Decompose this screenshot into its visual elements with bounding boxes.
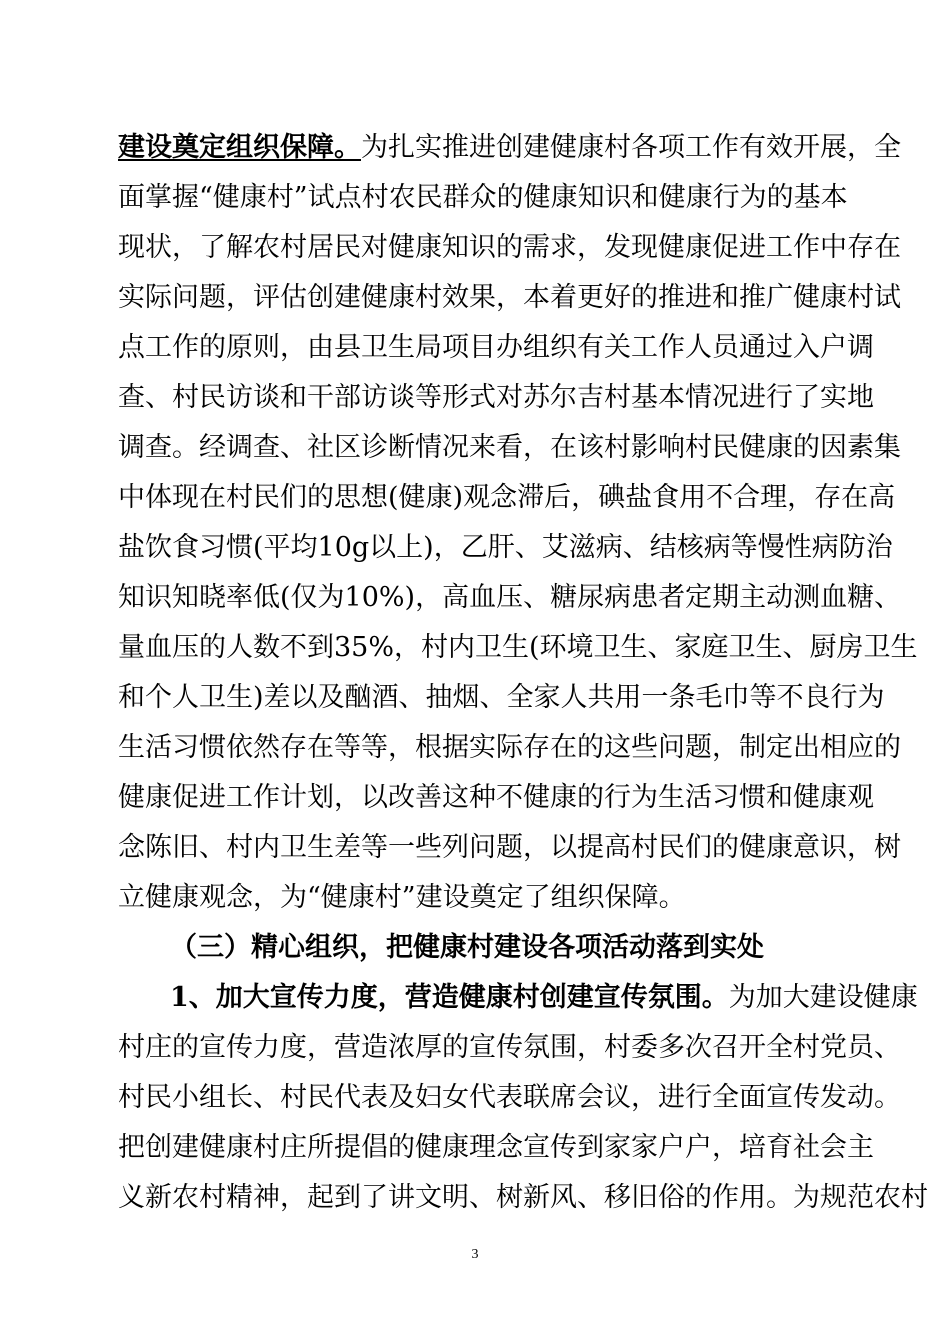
- paragraph-1-line-11: 量血压的人数不到35%，村内卫生(环境卫生、家庭卫生、厨房卫生: [118, 632, 918, 663]
- page-number: 3: [471, 1247, 479, 1262]
- paragraph-1-line-4: 实际问题，评估创建健康村效果，本着更好的推进和推广健康村试: [118, 282, 901, 313]
- paragraph-1-line-15: 念陈旧、村内卫生差等一些列问题，以提高村民们的健康意识，树: [118, 832, 901, 863]
- section-heading: （三）精心组织，把健康村建设各项活动落到实处: [170, 932, 764, 963]
- paragraph-1-line-5: 点工作的原则，由县卫生局项目办组织有关工作人员通过入户调: [118, 332, 874, 363]
- paragraph-2-line-1-text: 为加大建设健康: [728, 982, 918, 1013]
- paragraph-1-line-12: 和个人卫生)差以及酗酒、抽烟、全家人共用一条毛巾等不良行为: [118, 682, 885, 713]
- paragraph-1-line-13: 生活习惯依然存在等等，根据实际存在的这些问题，制定出相应的: [118, 732, 901, 763]
- paragraph-1-line-7: 调查。经调查、社区诊断情况来看，在该村影响村民健康的因素集: [118, 432, 901, 463]
- paragraph-1-line-6: 查、村民访谈和干部访谈等形式对苏尔吉村基本情况进行了实地: [118, 382, 874, 413]
- paragraph-1-line-8: 中体现在村民们的思想(健康)观念滞后，碘盐食用不合理，存在高: [118, 482, 896, 513]
- paragraph-1-line-14: 健康促进工作计划，以改善这种不健康的行为生活习惯和健康观: [118, 782, 874, 813]
- paragraph-1-line-16: 立健康观念，为“健康村”建设奠定了组织保障。: [118, 882, 686, 913]
- paragraph-2-line-2: 村庄的宣传力度，营造浓厚的宣传氛围，村委多次召开全村党员、: [118, 1032, 901, 1063]
- paragraph-1-line-9: 盐饮食习惯(平均10g以上)，乙肝、艾滋病、结核病等慢性病防治: [118, 532, 893, 563]
- paragraph-1-line-3: 现状，了解农村居民对健康知识的需求，发现健康促进工作中存在: [118, 232, 901, 263]
- paragraph-2-line-5: 义新农村精神，起到了讲文明、树新风、移旧俗的作用。为规范农村: [118, 1182, 928, 1213]
- paragraph-2-line-3: 村民小组长、村民代表及妇女代表联席会议，进行全面宣传发动。: [118, 1082, 901, 1113]
- paragraph-2-line-4: 把创建健康村庄所提倡的健康理念宣传到家家户户，培育社会主: [118, 1132, 874, 1163]
- paragraph-1-lead-bold: 建设奠定组织保障。: [118, 132, 361, 163]
- paragraph-1-line-1: [118, 130, 901, 166]
- paragraph-1-line-2: 面掌握“健康村”试点村农民群众的健康知识和健康行为的基本: [118, 182, 848, 213]
- paragraph-1-line-10: 知识知晓率低(仅为10%)，高血压、糖尿病患者定期主动测血糖、: [118, 582, 902, 613]
- paragraph-2-line-1: [170, 980, 918, 1016]
- paragraph-1-line-1-text: 为扎实推进创建健康村各项工作有效开展，全: [361, 132, 901, 163]
- paragraph-2-lead-bold: 1、加大宣传力度，营造健康村创建宣传氛围。: [170, 982, 729, 1013]
